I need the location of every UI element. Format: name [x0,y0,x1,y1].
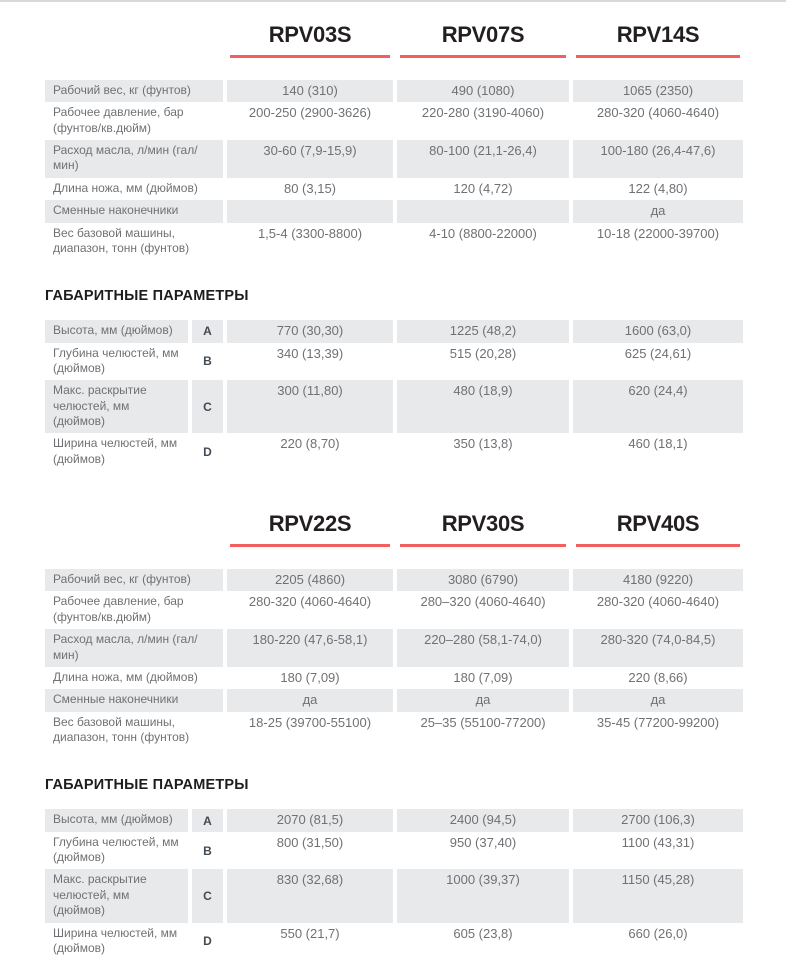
cell-value: 10-18 (22000-39700) [573,223,743,261]
cell-value [227,200,393,222]
section-title: ГАБАРИТНЫЕ ПАРАМЕТРЫ [45,288,743,304]
cell-value: 220 (8,66) [573,667,743,689]
cell-value: 1,5-4 (3300-8800) [227,223,393,261]
row-label: Высота, мм (дюймов) [45,320,188,342]
model-name: RPV22S [227,511,393,537]
spec-sheet-page [0,2,786,960]
cell-value: 1150 (45,28) [573,869,743,922]
cell-value: 120 (4,72) [397,178,569,200]
row-label: Макс. раскрытие челюстей, мм (дюймов) [45,380,188,433]
row-label: Длина ножа, мм (дюймов) [45,667,223,689]
spec-section-2 [45,511,743,960]
section-title: ГАБАРИТНЫЕ ПАРАМЕТРЫ [45,777,743,793]
row-label: Глубина челюстей, мм (дюймов) [45,343,188,381]
cell-value: 280-320 (4060-4640) [227,591,393,629]
row-label: Вес базовой машины, диапазон, тонн (фунтов) [45,712,223,750]
table-row [45,80,743,102]
table-row [45,923,743,960]
table-row [45,712,743,750]
table-row [45,343,743,381]
cell-value: 800 (31,50) [227,832,393,870]
cell-value: 2070 (81,5) [227,809,393,831]
cell-value: 830 (32,68) [227,869,393,922]
spec-table-2 [45,569,743,749]
model-header-rpv07s [397,22,569,58]
cell-value: 180-220 (47,6-58,1) [227,629,393,667]
table-row [45,200,743,222]
cell-value: 80-100 (21,1-26,4) [397,140,569,178]
header-spacer [45,511,223,547]
cell-value: 350 (13,8) [397,433,569,471]
cell-value: 25–35 (55100-77200) [397,712,569,750]
model-underline [230,544,390,547]
cell-value: 30-60 (7,9-15,9) [227,140,393,178]
model-underline [576,544,740,547]
cell-value: да [227,689,393,711]
spec-table-1 [45,80,743,260]
cell-value: 180 (7,09) [227,667,393,689]
model-name: RPV40S [573,511,743,537]
table-row [45,869,743,922]
table-row [45,178,743,200]
dimension-letter: B [192,832,223,870]
model-underline [400,55,566,58]
cell-value: 3080 (6790) [397,569,569,591]
dimensions-table-2 [45,809,743,960]
table-row [45,809,743,831]
model-underline [230,55,390,58]
model-header-rpv03s [227,22,393,58]
model-name: RPV07S [397,22,569,48]
cell-value: 1600 (63,0) [573,320,743,342]
table-row [45,223,743,261]
model-header-rpv30s [397,511,569,547]
cell-value: 220-280 (3190-4060) [397,102,569,140]
cell-value: 100-180 (26,4-47,6) [573,140,743,178]
cell-value: 80 (3,15) [227,178,393,200]
model-name: RPV03S [227,22,393,48]
table-row [45,832,743,870]
header-spacer [45,22,223,58]
model-header-rpv14s [573,22,743,58]
cell-value: 2205 (4860) [227,569,393,591]
cell-value: 300 (11,80) [227,380,393,433]
row-label: Рабочий вес, кг (фунтов) [45,569,223,591]
cell-value: 122 (4,80) [573,178,743,200]
table-row [45,433,743,471]
row-label: Вес базовой машины, диапазон, тонн (фунтов) [45,223,223,261]
cell-value: 1065 (2350) [573,80,743,102]
model-underline [400,544,566,547]
dimension-letter: A [192,809,223,831]
cell-value: 625 (24,61) [573,343,743,381]
table-row [45,320,743,342]
table-row [45,380,743,433]
dimension-letter: C [192,869,223,922]
cell-value [397,200,569,222]
cell-value: 200-250 (2900-3626) [227,102,393,140]
cell-value: 280-320 (4060-4640) [573,591,743,629]
model-header-rpv22s [227,511,393,547]
cell-value: 950 (37,40) [397,832,569,870]
dimension-letter: A [192,320,223,342]
table-row [45,102,743,140]
model-name: RPV30S [397,511,569,537]
row-label: Расход масла, л/мин (гал/мин) [45,140,223,178]
model-header-row [45,511,743,547]
row-label: Высота, мм (дюймов) [45,809,188,831]
cell-value: 605 (23,8) [397,923,569,960]
cell-value: 4-10 (8800-22000) [397,223,569,261]
model-header-rpv40s [573,511,743,547]
cell-value: 490 (1080) [397,80,569,102]
cell-value: да [573,200,743,222]
cell-value: 180 (7,09) [397,667,569,689]
table-row [45,591,743,629]
row-label: Макс. раскрытие челюстей, мм (дюймов) [45,869,188,922]
cell-value: да [573,689,743,711]
row-label: Ширина челюстей, мм (дюймов) [45,433,188,471]
table-row [45,629,743,667]
cell-value: 280–320 (4060-4640) [397,591,569,629]
dimension-letter: B [192,343,223,381]
cell-value: 4180 (9220) [573,569,743,591]
cell-value: 460 (18,1) [573,433,743,471]
cell-value: 1225 (48,2) [397,320,569,342]
dimension-letter: D [192,433,223,471]
cell-value: 280-320 (4060-4640) [573,102,743,140]
row-label: Рабочий вес, кг (фунтов) [45,80,223,102]
row-label: Длина ножа, мм (дюймов) [45,178,223,200]
cell-value: 770 (30,30) [227,320,393,342]
table-row [45,689,743,711]
cell-value: 220–280 (58,1-74,0) [397,629,569,667]
table-row [45,569,743,591]
cell-value: 220 (8,70) [227,433,393,471]
cell-value: 340 (13,39) [227,343,393,381]
cell-value: 515 (20,28) [397,343,569,381]
cell-value: 620 (24,4) [573,380,743,433]
cell-value: да [397,689,569,711]
cell-value: 280-320 (74,0-84,5) [573,629,743,667]
dimension-letter: D [192,923,223,960]
cell-value: 1000 (39,37) [397,869,569,922]
model-underline [576,55,740,58]
table-row [45,140,743,178]
spec-section-1 [45,22,743,471]
model-name: RPV14S [573,22,743,48]
cell-value: 480 (18,9) [397,380,569,433]
cell-value: 1100 (43,31) [573,832,743,870]
cell-value: 140 (310) [227,80,393,102]
row-label: Сменные наконечники [45,689,223,711]
row-label: Сменные наконечники [45,200,223,222]
model-header-row [45,22,743,58]
cell-value: 35-45 (77200-99200) [573,712,743,750]
cell-value: 18-25 (39700-55100) [227,712,393,750]
row-label: Расход масла, л/мин (гал/мин) [45,629,223,667]
row-label: Глубина челюстей, мм (дюймов) [45,832,188,870]
row-label: Ширина челюстей, мм (дюймов) [45,923,188,960]
row-label: Рабочее давление, бар (фунтов/кв.дюйм) [45,102,223,140]
cell-value: 660 (26,0) [573,923,743,960]
dimension-letter: C [192,380,223,433]
table-row [45,667,743,689]
cell-value: 2400 (94,5) [397,809,569,831]
dimensions-table-1 [45,320,743,471]
row-label: Рабочее давление, бар (фунтов/кв.дюйм) [45,591,223,629]
cell-value: 550 (21,7) [227,923,393,960]
cell-value: 2700 (106,3) [573,809,743,831]
